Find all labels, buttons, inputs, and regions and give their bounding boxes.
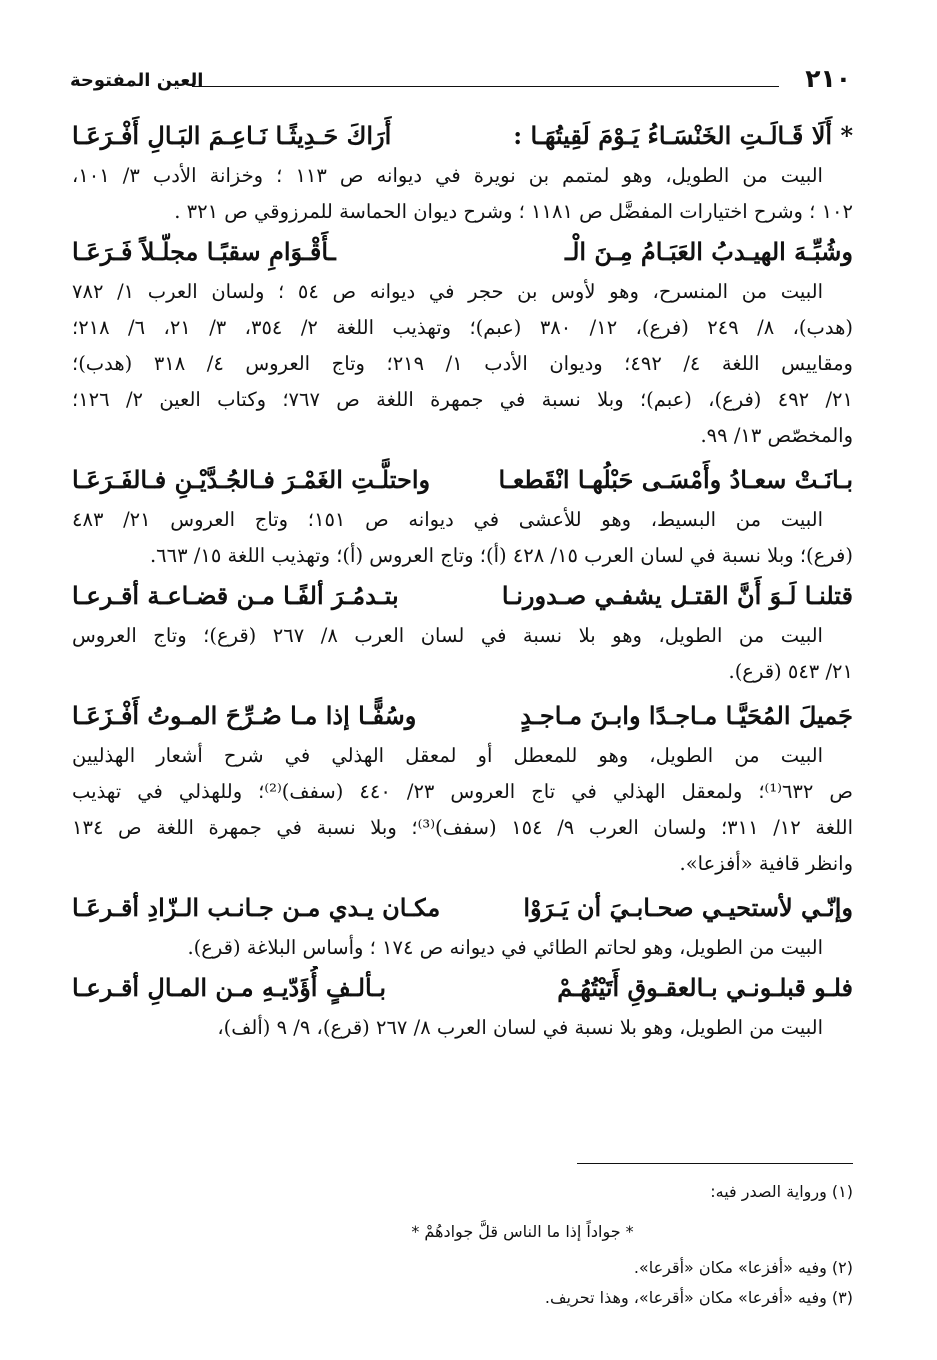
note-line: ص ٦٣٢⁽¹⁾؛ ولمعقل الهذلي في تاج العروس ٢٣/ ٤٤٠ (سفف)⁽²⁾؛ وللهذلي في تهذيب xyxy=(72,780,853,803)
note-line: البيت من الطويل، وهو للمعطل أو لمعقل الهذلي في شرح أشعار الهذليين xyxy=(72,744,823,767)
verse-second-hemistich: وسُفًّـا إذا مـا صُـرِّحَ المـوتُ أَفْـزَعَـا xyxy=(72,701,417,730)
verse-second-hemistich: مكـان يـدي مـن جـانـب الـزّادِ أقـرعَـا xyxy=(72,893,441,922)
verse-second-hemistich: ـأَقْـوَامِ سقبًـا مجلّـلاً فَـرَعَـا xyxy=(72,237,336,266)
note-line: البيت من المنسرح، وهو لأوس بن حجر في ديوانه ص ٥٤ ؛ ولسان العرب ١/ ٧٨٢ xyxy=(72,280,823,303)
note-line: البيت من الطويل، وهو لحاتم الطائي في ديوانه ص ١٧٤ ؛ وأساس البلاغة (قرع). xyxy=(187,936,823,959)
verse-entry xyxy=(72,574,853,694)
verse-note xyxy=(72,158,853,230)
note-line: اللغة ١٢/ ٣١١؛ ولسان العرب ٩/ ١٥٤ (سفف)⁽³⁾؛ وبلا نسبة في جمهرة اللغة ص ١٣٤ xyxy=(72,816,853,839)
verse-second-hemistich: بـألـفٍ أُؤَدّيـهِ مـن المـالِ أقـرعـا xyxy=(72,973,387,1002)
note-line: وانظر قافية «أفزعا». xyxy=(679,852,853,875)
note-line: (هدب)، ٨/ ٢٤٩ (فرع)، ١٢/ ٣٨٠ (عبم)؛ وتهذيب اللغة ٢/ ٣٥٤، ٣/ ٢١، ٦/ ٢١٨؛ xyxy=(72,316,853,339)
verse-second-hemistich: بتـدمُـرَ ألفًـا مـن قضـاعـة أقـرعـا xyxy=(72,581,399,610)
verse-entry xyxy=(72,230,853,458)
footnote-3: (٣) وفيه «أفرعا» مكان «أقرعا»، وهذا تحريف. xyxy=(544,1288,853,1307)
verse-note xyxy=(72,1010,853,1046)
note-line: ٢١/ ٥٤٣ (قرع). xyxy=(728,660,853,683)
note-line: البيت من الطويل، وهو بلا نسبة في لسان العرب ٨/ ٢٦٧ (قرع)، ٩/ ٩ (ألف)، xyxy=(217,1016,823,1039)
verse-first-hemistich: فلـو قبلـونـي بـالعقـوقِ أَتَيْتُهُـمْ xyxy=(557,973,853,1002)
verse-first-hemistich: قتلنـا لَـوَ أَنَّ القتـل يشفـي صـدورنـا xyxy=(501,581,853,610)
verse-note xyxy=(72,502,853,574)
verse-second-hemistich: أَرَاكَ حَـدِيثًـا نَـاعِـمَ البَـالِ أَفْـرَعَـا xyxy=(72,121,392,150)
note-line: ومقاييس اللغة ٤/ ٤٩٢؛ وديوان الأدب ١/ ٢١٩؛ وتاج العروس ٤/ ٣١٨ (هدب)؛ xyxy=(72,352,853,375)
verse-first-hemistich: بـانَـتْ سعـادُ وأَمْسَـى حَبْلُهـا انْقَطعـا xyxy=(498,465,853,494)
footnote-1: (١) ورواية الصدر فيه: xyxy=(710,1182,853,1201)
note-line: والمخصّص ١٣/ ٩٩. xyxy=(700,424,853,447)
note-line: ١٠٢ ؛ وشرح اختيارات المفضَّل ص ١١٨١ ؛ وشرح ديوان الحماسة للمرزوقي ص ٣٢١ . xyxy=(174,200,853,223)
verse-note xyxy=(72,618,853,690)
footnote-1-verse: * جواداً إذا ما الناس قلَّ جوادهُمْ * xyxy=(411,1222,634,1241)
verse-entry xyxy=(72,114,853,230)
verse-entry xyxy=(72,966,853,1046)
verse-line xyxy=(72,230,853,274)
page-number: ٢١٠ xyxy=(805,64,851,93)
verse-entry xyxy=(72,458,853,574)
verse-note xyxy=(72,930,853,966)
footnotes xyxy=(72,1177,853,1313)
verse-entry xyxy=(72,694,853,886)
verse-first-hemistich: وإنّـي لأستحيـي صحـابـيَ أن يَـرَوْا xyxy=(523,893,853,922)
verse-note xyxy=(72,738,853,882)
verse-first-hemistich: وشُبِّـهَ الهيـدبُ العَبَـامُ مِـنَ الْـ xyxy=(565,237,853,266)
verse-line xyxy=(72,458,853,502)
verse-first-hemistich: جَميلَ المُحَيَّـا مـاجـدًا وابـنَ مـاجـدٍ xyxy=(520,701,853,730)
page-header xyxy=(70,64,851,98)
verse-second-hemistich: واحتلَّـتِ الغَمْـرَ فـالجُـدَّيْـنِ فـالفَـرَعَـا xyxy=(72,465,431,494)
footnote-2: (٢) وفيه «أفزعا» مكان «أقرعا». xyxy=(633,1258,853,1277)
note-line: البيت من الطويل، وهو لمتمم بن نويرة في ديوانه ص ١١٣ ؛ وخزانة الأدب ٣/ ١٠١، xyxy=(72,164,823,187)
verse-line xyxy=(72,886,853,930)
verse-line xyxy=(72,966,853,1010)
verse-note xyxy=(72,274,853,454)
header-rule xyxy=(192,86,779,87)
verse-line xyxy=(72,574,853,618)
note-line: البيت من الطويل، وهو بلا نسبة في لسان العرب ٨/ ٢٦٧ (قرع)؛ وتاج العروس xyxy=(72,624,823,647)
entries xyxy=(72,114,853,1046)
note-line: ٢١/ ٤٩٢ (فرع)، (عبم)؛ وبلا نسبة في جمهرة اللغة ص ٧٦٧؛ وكتاب العين ٢/ ١٢٦؛ xyxy=(72,388,853,411)
running-title: العين المفتوحة xyxy=(70,70,204,91)
verse-entry xyxy=(72,886,853,966)
footnote-rule xyxy=(577,1163,853,1164)
note-line: (فرع)؛ وبلا نسبة في لسان العرب ١٥/ ٤٢٨ (أ)؛ وتاج العروس (أ)؛ وتهذيب اللغة ١٥/ ٦٦٣. xyxy=(149,544,853,567)
verse-first-hemistich: * أَلَا قَـالَـتِ الخَنْسَـاءُ يَـوْمَ لَقِيتُهَـا : xyxy=(513,121,853,150)
verse-line xyxy=(72,114,853,158)
verse-line xyxy=(72,694,853,738)
note-line: البيت من البسيط، وهو للأعشى في ديوانه ص ١٥١؛ وتاج العروس ٢١/ ٤٨٣ xyxy=(72,508,823,531)
